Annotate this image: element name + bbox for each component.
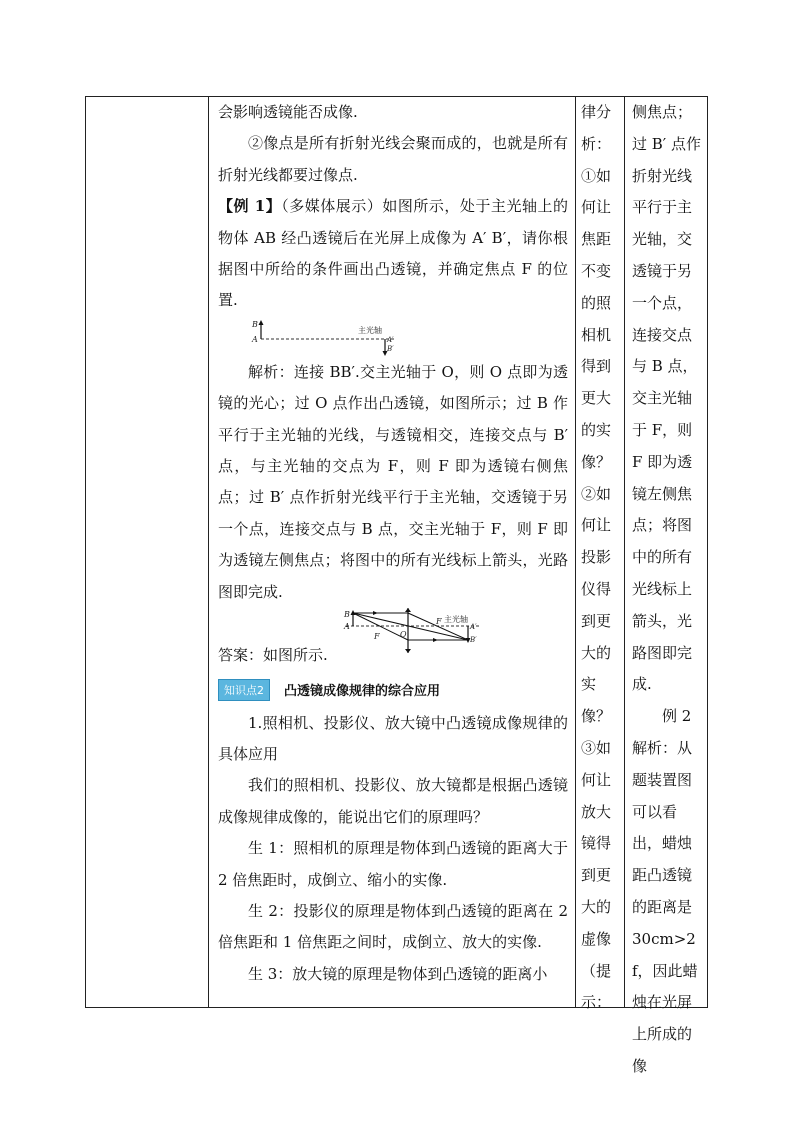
label-axis: 主光轴 <box>444 615 468 625</box>
label-b-prime: B′ <box>387 344 394 353</box>
figure-object-image <box>218 317 568 357</box>
knowledge-point-heading <box>218 672 568 708</box>
notes-text: 律分析：①如何让焦距不变的照相机得到更大的实像？②如何让投影仪得到更大的实像？③如何让放大镜得到更大的虚像（提示： <box>581 103 612 1012</box>
answer: 答案：如图所示. <box>218 646 328 665</box>
paragraph: ②像点是所有折射光线会聚而成的，也就是所有折射光线都要过像点. <box>218 134 568 184</box>
answer-column <box>624 97 709 1075</box>
paragraph: 生 2：投影仪的原理是物体到凸透镜的距离在 2 倍焦距和 1 倍焦距之间时，成倒立、放大的实像. <box>218 901 568 952</box>
main-content-cell <box>208 97 575 1007</box>
lesson-table <box>85 96 708 1075</box>
paragraph: 我们的照相机、投影仪、放大镜都是根据凸透镜成像规律成像的，能说出它们的原理吗？ <box>218 776 568 826</box>
paragraph: 会影响透镜能否成像. <box>218 103 358 121</box>
example-label: 【例 1】 <box>218 197 282 216</box>
label-a: A <box>344 622 350 632</box>
answer-text-1: 侧焦点；过 B′ 点作折射光线平行于主光轴，交透镜于另一个点，连接交点与 B 点，交主光轴于 F，则 F 即为透镜左侧焦点；将图中的所有光线标上箭头，光路图即完成. <box>632 103 701 694</box>
label-f-right: F <box>436 617 442 627</box>
paragraph: 生 1：照相机的原理是物体到凸透镜的距离大于 2 倍焦距时，成倒立、缩小的实像. <box>218 839 568 889</box>
label-b: B <box>344 610 350 620</box>
notes-column <box>575 97 624 1012</box>
label-a-prime: A′ <box>470 623 477 632</box>
knowledge-point-title: 凸透镜成像规律的综合应用 <box>284 684 441 699</box>
label-a: A <box>252 334 258 344</box>
label-o: O <box>400 630 407 640</box>
knowledge-point-badge: 知识点2 <box>218 679 270 701</box>
label-b: B <box>252 319 258 329</box>
answer-text-2: 例 2 解析：从题装置图可以看出，蜡烛距凸透镜的距离是 30cm>2f，因此蜡烛在光屏上所成的像 <box>632 707 698 1075</box>
label-axis: 主光轴 <box>358 325 382 335</box>
analysis-paragraph: 解析：连接 BB′.交主光轴于 O，则 O 点即为透镜的光心；过 O 点作出凸透镜，如图所示；过 B 作平行于主光轴的光线，与透镜相交，连接交点与 B′ 点，与主光轴的交点为 F，则 F 即为透镜右侧焦点；过 B′ 点作折射光线平行于主光轴，交透镜于另一个点，连接交点与 B 点，交主光轴于 F，则 F 即为透镜左侧焦点；将图中的所有光线标上箭头，光路图即完成. <box>218 362 568 601</box>
example-1 <box>218 191 568 317</box>
label-b-prime: B′ <box>470 636 477 645</box>
label-f-left: F <box>374 632 380 642</box>
paragraph: 1.照相机、投影仪、放大镜中凸透镜成像规律的具体应用 <box>218 713 568 763</box>
label-a-prime: A′ <box>387 335 394 344</box>
paragraph: 生 3：放大镜的原理是物体到凸透镜的距离小 <box>248 964 548 983</box>
example-text: （多媒体展示）如图所示，处于主光轴上的物体 AB 经凸透镜后在光屏上成像为 A′ B′，请你根据图中所给的条件画出凸透镜，并确定焦点 F 的位置. <box>218 197 568 310</box>
